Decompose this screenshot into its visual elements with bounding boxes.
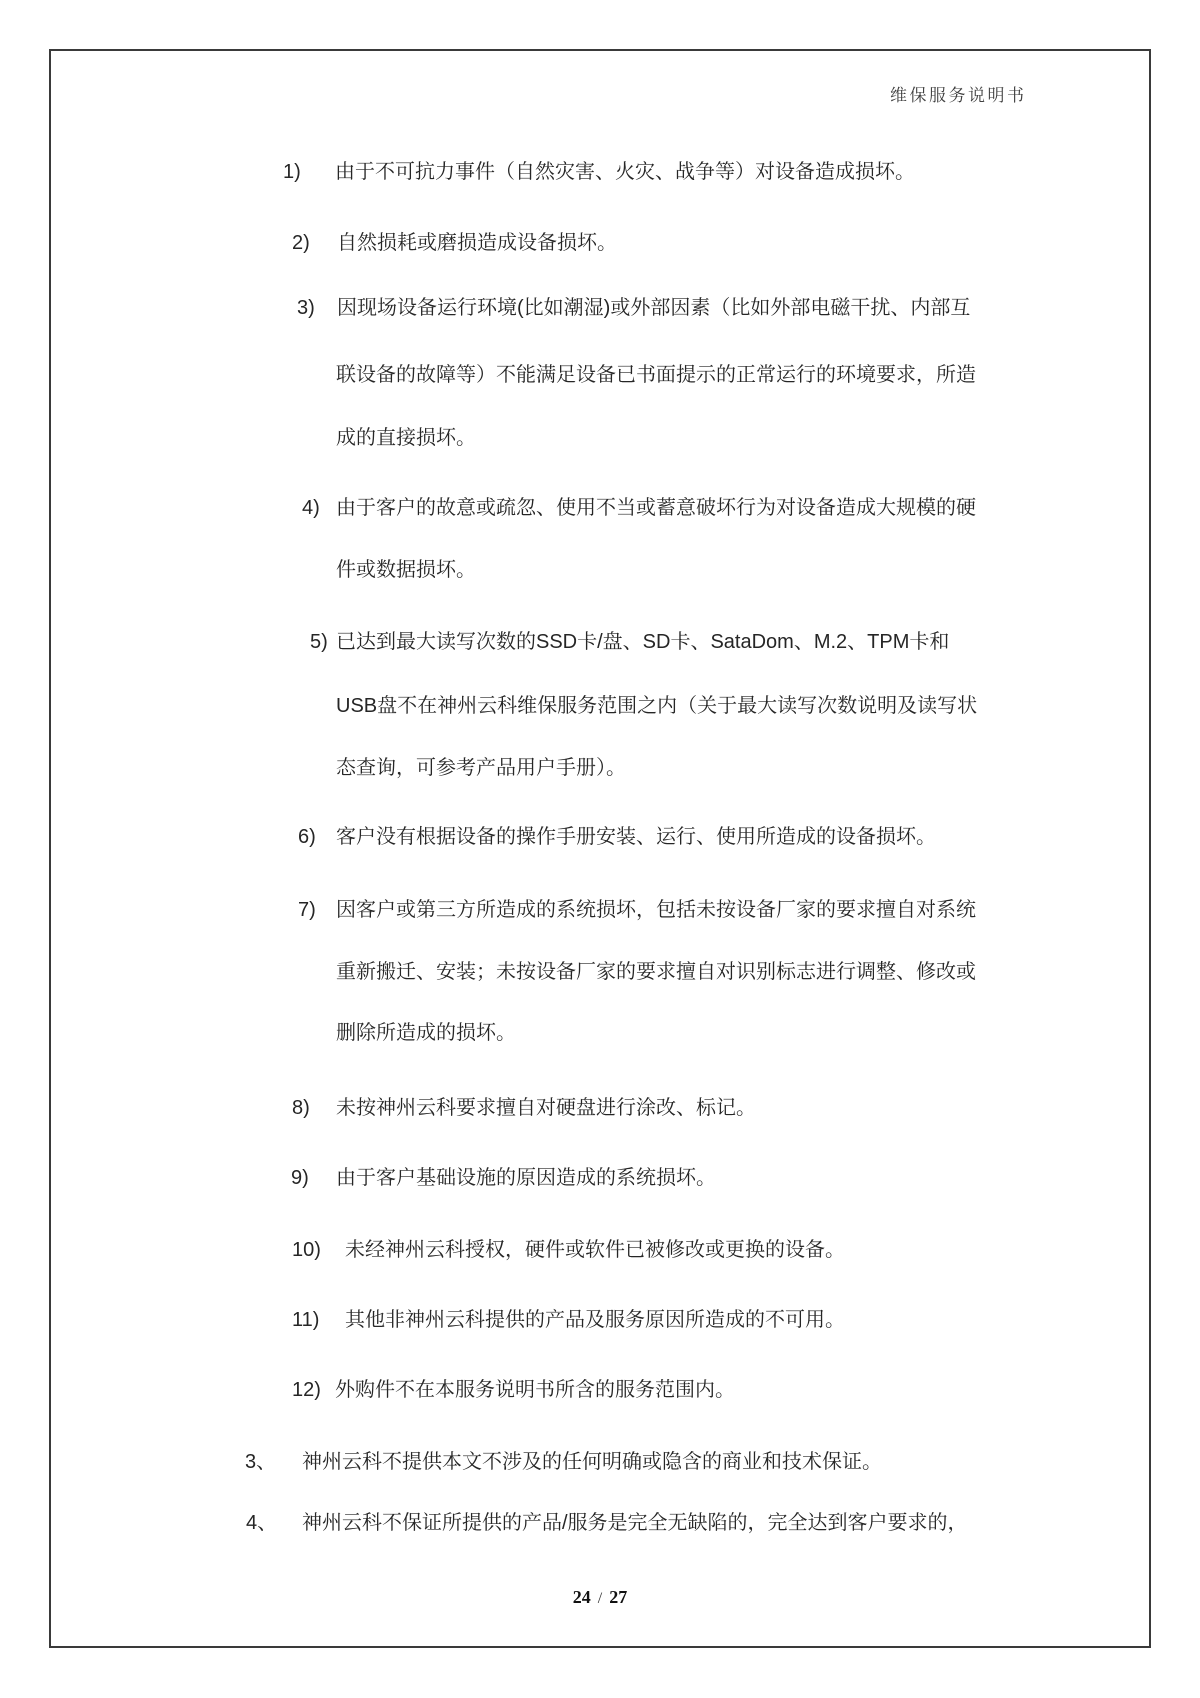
list-item-line: 联设备的故障等）不能满足设备已书面提示的正常运行的环境要求，所造 <box>336 364 976 386</box>
list-item-line: 自然损耗或磨损造成设备损坏。 <box>337 232 617 254</box>
list-item-line: 未按神州云科要求擅自对硬盘进行涂改、标记。 <box>336 1097 756 1119</box>
list-item-number: 12) <box>292 1379 321 1401</box>
list-item-line: USB盘不在神州云科维保服务范围之内（关于最大读写次数说明及读写状 <box>336 695 978 717</box>
page-header-title: 维保服务说明书 <box>890 86 1027 105</box>
list-item-line: 由于客户的故意或疏忽、使用不当或蓄意破坏行为对设备造成大规模的硬 <box>336 497 976 519</box>
list-item-number: 10) <box>292 1239 321 1261</box>
list-item-number: 4、 <box>246 1512 278 1534</box>
list-item-line: 外购件不在本服务说明书所含的服务范围内。 <box>335 1379 735 1401</box>
list-item-line: 已达到最大读写次数的SSD卡/盘、SD卡、SataDom、M.2、TPM卡和 <box>336 631 950 653</box>
list-item-number: 2) <box>292 232 310 254</box>
page-number-current: 24 <box>572 1587 591 1607</box>
list-item-number: 5) <box>310 631 328 653</box>
list-item-number: 4) <box>302 497 320 519</box>
list-item-line: 态查询，可参考产品用户手册）。 <box>336 757 626 779</box>
list-item-line: 其他非神州云科提供的产品及服务原因所造成的不可用。 <box>345 1309 845 1331</box>
list-item-number: 8) <box>292 1097 310 1119</box>
list-item-line: 因现场设备运行环境(比如潮湿)或外部因素（比如外部电磁干扰、内部互 <box>337 297 971 319</box>
list-item-number: 7) <box>298 899 316 921</box>
list-item-line: 由于客户基础设施的原因造成的系统损坏。 <box>336 1167 716 1189</box>
list-item-number: 11) <box>292 1309 320 1331</box>
list-item-line: 成的直接损坏。 <box>336 427 476 449</box>
list-item-line: 客户没有根据设备的操作手册安装、运行、使用所造成的设备损坏。 <box>336 826 936 848</box>
page-number-total: 27 <box>609 1587 628 1607</box>
list-item-number: 3、 <box>245 1451 277 1473</box>
list-item-number: 3) <box>297 297 315 319</box>
list-item-line: 由于不可抗力事件（自然灾害、火灾、战争等）对设备造成损坏。 <box>335 161 915 183</box>
list-item-number: 6) <box>298 826 316 848</box>
page-number-separator: / <box>597 1590 603 1607</box>
list-item-number: 9) <box>291 1167 309 1189</box>
page-number <box>0 1583 1200 1613</box>
list-item-line: 未经神州云科授权，硬件或软件已被修改或更换的设备。 <box>345 1239 845 1261</box>
list-item-line: 重新搬迁、安装；未按设备厂家的要求擅自对识别标志进行调整、修改或 <box>336 961 976 983</box>
list-item-line: 因客户或第三方所造成的系统损坏，包括未按设备厂家的要求擅自对系统 <box>336 899 976 921</box>
list-item-line: 件或数据损坏。 <box>336 559 476 581</box>
list-item-line: 神州云科不提供本文不涉及的任何明确或隐含的商业和技术保证。 <box>302 1451 882 1473</box>
list-item-line: 删除所造成的损坏。 <box>336 1022 516 1044</box>
list-item-number: 1) <box>283 161 301 183</box>
list-item-line: 神州云科不保证所提供的产品/服务是完全无缺陷的，完全达到客户要求的， <box>302 1512 968 1534</box>
